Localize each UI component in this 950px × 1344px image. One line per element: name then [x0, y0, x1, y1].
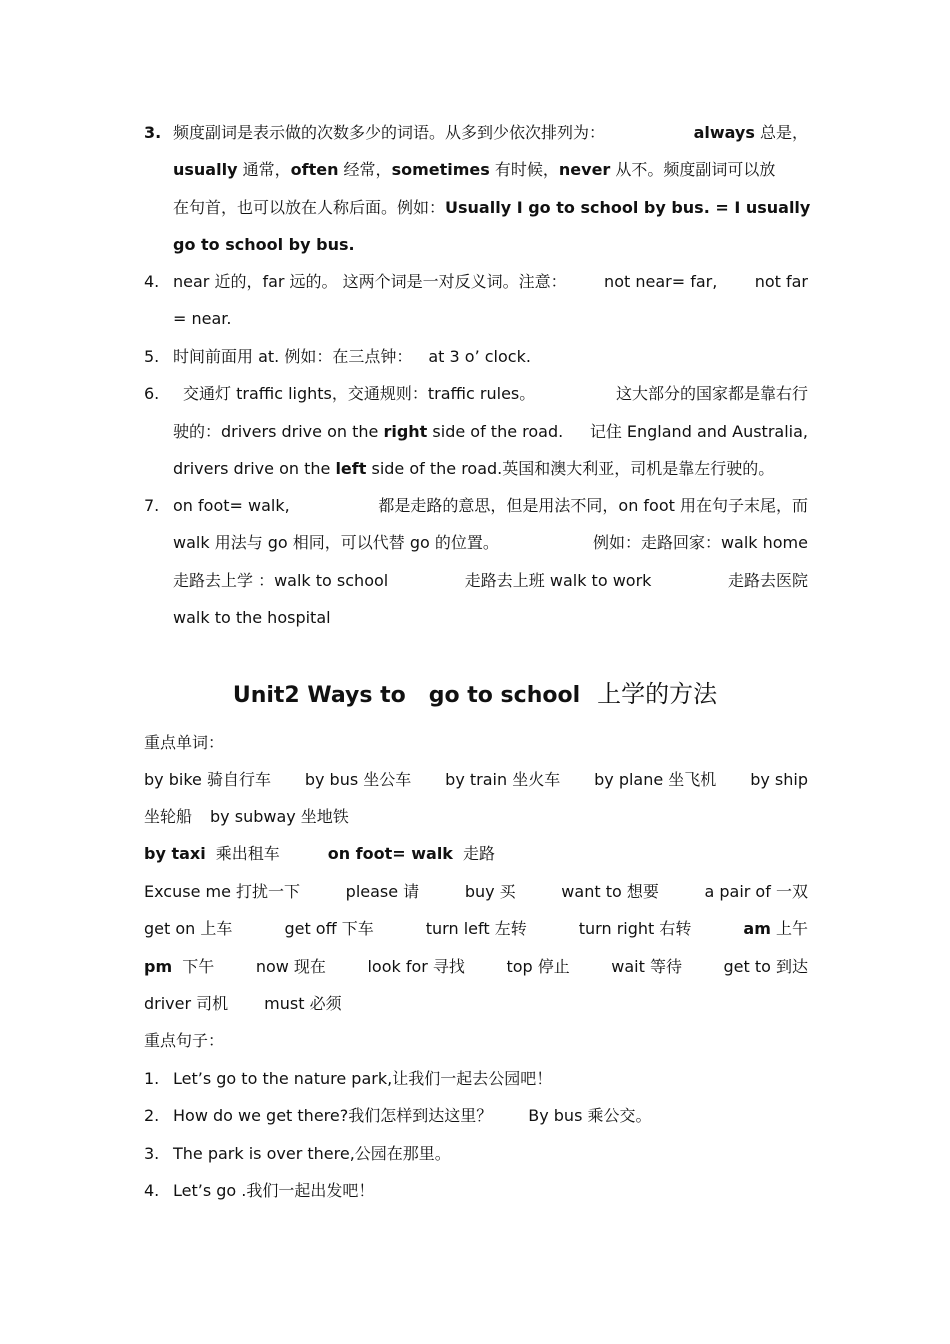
example-sentence: Usually I go to school by bus. = I usually	[445, 198, 811, 217]
item-number: 4.	[144, 272, 160, 291]
keyword-left: left	[335, 459, 367, 478]
keyword-always: always	[693, 123, 755, 142]
item-number: 7.	[144, 496, 160, 515]
vocab-row: 坐轮船 by subway 坐地铁	[144, 807, 349, 826]
vocab-heading: 重点单词：	[144, 733, 225, 752]
keyword-right: right	[383, 422, 428, 441]
keyword-never: never	[558, 160, 611, 179]
note-text: 频度副词是表示做的次数多少的词语。从多到少依次排列为：	[173, 123, 606, 142]
item-number: 6.	[144, 384, 160, 403]
document-page: 3. 频度副词是表示做的次数多少的词语。从多到少依次排列为： always 总是， usually 通常，often 经常，sometimes 有时候，never 从不。频度副词可以放 在句首，也可以放在人称后面。例如： Usually I go to school by bus. = I usually go to school by bus. 4. near 近的，far 远的。 这两个词是一对反义词。注意： not near= far, not far = near. 5. 时间前面用 at. 例如：在三点钟： at 3 o’ clock. 6. 交通灯 traffic lights，交通规则：traffic rules。 这大部分的国家都是靠右行 驶的：drivers drive on the right side of the road. 记住 England and Australia, drivers drive on the left side of the road.英国和澳大利亚，司机是靠左行驶的。 7. on foot= walk, 都是走路的意思，但是用法不同，on foot 用在句子末尾，而 walk 用法与 go 相同，可以代替 go 的位置。 例如：走路回家：walk home 走路去上学 ：walk to school 走路去上班 walk to work 走路去医院 walk to the hospital Unit2 Ways to go to school 上学的方法 重点单词： by bike 骑自行车 by bus 坐公车 by train 坐火车 by plane 坐飞机 by ship 坐轮船 by subway 坐地铁 by taxi 乘出租车 on foot= walk 走路 Excuse me 打扰一下 please 请 buy 买 want to 想要 a pair of 一双 get on 上车 get off 下车 turn left 左转 turn right 右转 am 上午 pm 下午 now 现在 look for 寻找 top 停止 wait 等待 get to 到达 driver 司机 must 必须 重点句子： 1. Let’s go to the nature park,让我们一起去公园吧！ 2. How do we get there?我们怎样到达这里？ By bus 乘公交。 3. The park is over there,公园在那里。 4. Let’s go .我们一起出发吧！	[0, 0, 950, 1344]
vocab-row: by taxi 乘出租车 on foot= walk 走路	[144, 844, 495, 863]
vocab-row: driver 司机 must 必须	[144, 994, 342, 1013]
vocab-row: get on 上车 get off 下车 turn left 左转 turn right 右转 am 上午	[144, 919, 808, 938]
item-number: 3.	[144, 123, 162, 142]
sentences-heading: 重点句子：	[144, 1031, 225, 1050]
unit-title-en: Unit2 Ways to go to school	[232, 683, 581, 708]
item-number: 5.	[144, 347, 160, 366]
keyword-usually: usually	[173, 160, 238, 179]
vocab-row: Excuse me 打扰一下 please 请 buy 买 want to 想要 a pair of 一双	[144, 882, 808, 901]
unit-title-cn: 上学的方法	[597, 680, 718, 708]
vocab-row: pm 下午 now 现在 look for 寻找 top 停止 wait 等待 get to 到达	[144, 957, 808, 976]
vocab-row: by bike 骑自行车 by bus 坐公车 by train 坐火车 by plane 坐飞机 by ship	[144, 770, 808, 789]
keyword-sometimes: sometimes	[391, 160, 490, 179]
keyword-often: often	[290, 160, 339, 179]
unit-title	[0, 679, 950, 711]
